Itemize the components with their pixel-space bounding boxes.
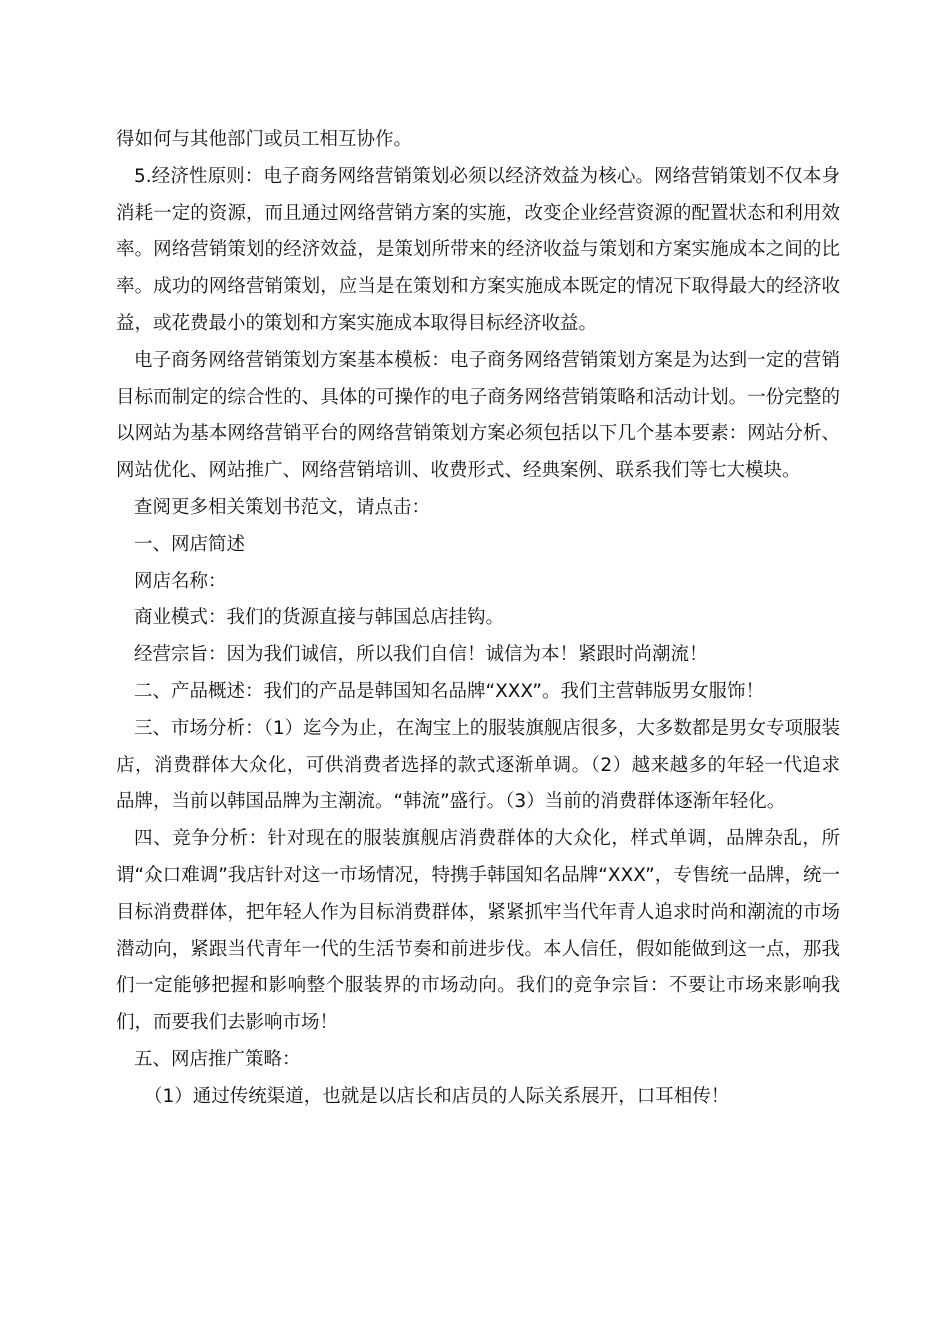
document-body xyxy=(116,122,840,1116)
paragraph-continuation: 得如何与其他部门或员工相互协作。 xyxy=(116,129,413,150)
paragraph-business-purpose: 经营宗旨：因为我们诚信，所以我们自信！诚信为本！紧跟时尚潮流！ xyxy=(134,644,708,666)
paragraph-market-analysis: 三、市场分析：（1）迄今为止，在淘宝上的服装旗舰店很多，大多数都是男女专项服装店，消费群体大众化，可供消费者选择的款式逐渐单调。（2）越来越多的年轻一代追求品牌，当前以韩国品牌为主潮流。“韩流”盛行。（3）当前的消费群体逐渐年轻化。 xyxy=(116,717,840,813)
paragraph-traditional-channel: （1）通过传统渠道，也就是以店长和店员的人际关系展开，口耳相传！ xyxy=(144,1085,730,1107)
paragraph-competition-analysis: 四、竞争分析：针对现在的服装旗舰店消费群体的大众化，样式单调，品牌杂乱，所谓“众口难调”我店针对这一市场情况，特携手韩国知名品牌“XXX”，专售统一品牌，统一目标消费群体，把年轻人作为目标消费群体，紧紧抓牢当代年青人追求时尚和潮流的市场潜动向，紧跟当代青年一代的生活节奏和前进步伐。本人信任，假如能做到这一点，那我们一定能够把握和影响整个服装界的市场动向。我们的竞争宗旨：不要让市场来影响我们，而要我们去影响市场！ xyxy=(116,828,840,1034)
paragraph-product-overview: 二、产品概述：我们的产品是韩国知名品牌“XXX”。我们主营韩版男女服饰！ xyxy=(134,680,764,702)
paragraph-plan-template: 电子商务网络营销策划方案基本模板：电子商务网络营销策划方案是为达到一定的营销目标而制定的综合性的、具体的可操作的电子商务网络营销策略和活动计划。一份完整的以网站为基本网络营销平台的网络营销策划方案必须包括以下几个基本要素：网站分析、网站优化、网站推广、网络营销培训、收费形式、经典案例、联系我们等七大模块。 xyxy=(116,349,840,482)
paragraph-economic-principle: 5.经济性原则：电子商务网络营销策划必须以经济效益为核心。网络营销策划不仅本身消耗一定的资源，而且通过网络营销方案的实施，改变企业经营资源的配置状态和利用效率。网络营销策划的经济效益，是策划所带来的经济收益与策划和方案实施成本之间的比率。成功的网络营销策划，应当是在策划和方案实施成本既定的情况下取得最大的经济收益，或花费最小的策划和方案实施成本取得目标经济收益。 xyxy=(116,165,840,334)
paragraph-more-samples: 查阅更多相关策划书范文，请点击： xyxy=(134,496,431,518)
paragraph-shop-name: 网店名称： xyxy=(134,570,227,592)
heading-shop-overview: 一、网店简述 xyxy=(134,533,246,555)
paragraph-business-model: 商业模式：我们的货源直接与韩国总店挂钩。 xyxy=(134,607,505,629)
heading-promotion-strategy: 五、网店推广策略： xyxy=(134,1048,301,1070)
